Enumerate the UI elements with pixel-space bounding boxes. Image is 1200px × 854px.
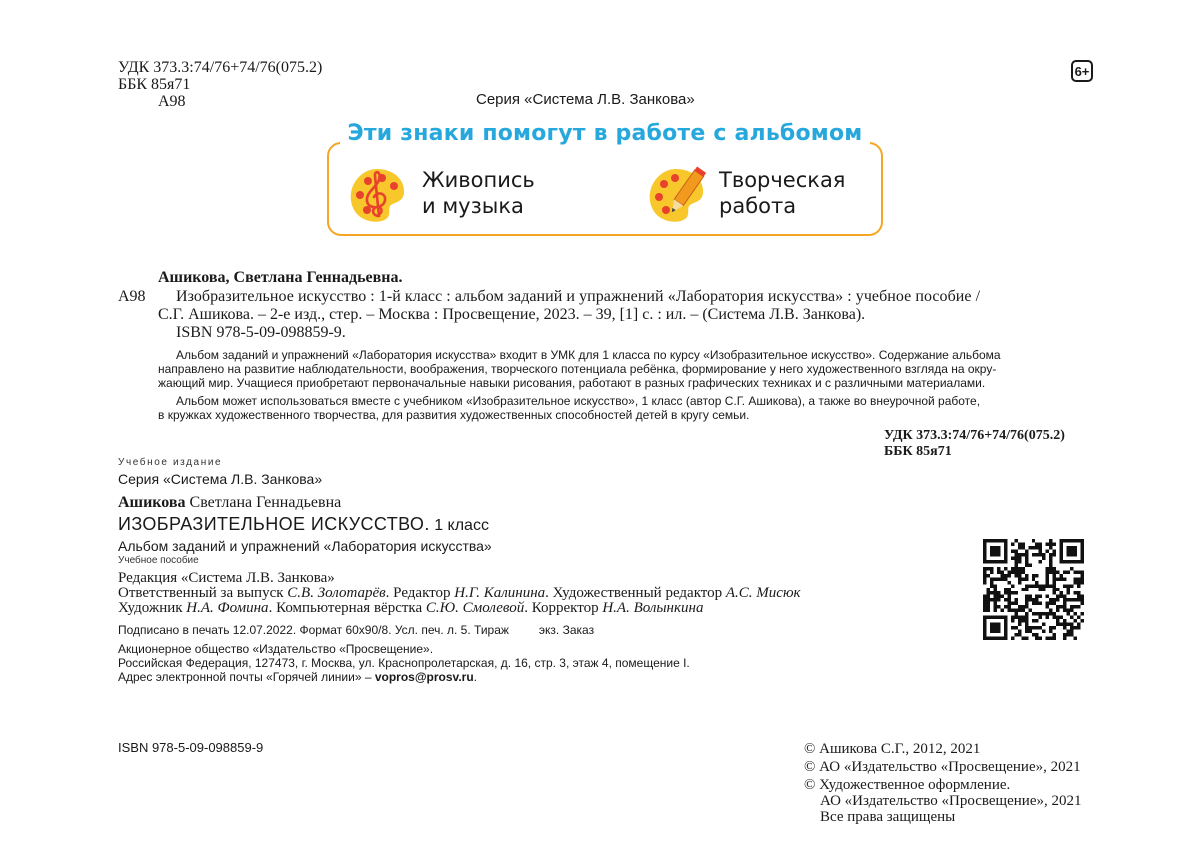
legend-item-2-line1: Творческая — [719, 168, 846, 192]
credits-label: . Корректор — [524, 600, 603, 616]
email-label: Адрес электронной почты «Горячей линии» – — [118, 670, 375, 684]
credits-person: С.Ю. Смолевой — [425, 600, 525, 616]
bib-code: А98 — [118, 288, 146, 305]
copyright-line-5: Все права защищены — [820, 809, 956, 825]
copyright-line-2: © АО «Издательство «Просвещение», 2021 — [804, 759, 1081, 775]
edition-type: Учебное издание — [118, 457, 223, 468]
print-info: Подписано в печать 12.07.2022. Формат 60x90/8. Усл. печ. л. 5. Тираж экз. Заказ — [118, 623, 595, 637]
credits-label: . Художественный редактор — [545, 585, 726, 601]
legend-item-2-line2: работа — [719, 194, 797, 218]
qr-code[interactable] — [983, 539, 1084, 640]
imprint-author-name: Светлана Геннадьевна — [189, 494, 342, 511]
bib-author: Ашикова, Светлана Геннадьевна. — [158, 269, 403, 286]
bib-line-1: Изобразительное искусство : 1-й класс : альбом заданий и упражнений «Лаборатория искусства» : учебное пособие / — [176, 288, 981, 305]
paint-dot — [671, 174, 679, 182]
imprint-title-line — [118, 514, 489, 535]
paint-dot — [662, 206, 670, 214]
pencil-palette-icon — [644, 162, 708, 226]
header-series: Серия «Система Л.В. Занкова» — [476, 91, 695, 108]
imprint-credits-2 — [118, 601, 703, 616]
imprint-editorial: Редакция «Система Л.В. Занкова» — [118, 570, 335, 586]
paint-dot — [364, 177, 372, 185]
email-link[interactable]: vopros@prosv.ru — [374, 670, 474, 684]
credits-person: С.В. Золотарёв — [287, 585, 386, 601]
header-udk: УДК 373.3:74/76+74/76(075.2) — [118, 59, 323, 76]
abstract-line-4: Альбом может использоваться вместе с учебником «Изобразительное искусство», 1 класс (автор С.Г. Ашикова), а также во внеурочной работе, — [176, 394, 981, 408]
credits-label: . Компьютерная вёрстка — [268, 600, 426, 616]
imprint-series: Серия «Система Л.В. Занкова» — [118, 471, 323, 487]
abstract-line-1: Альбом заданий и упражнений «Лаборатория искусства» входит в УМК для 1 класса по курсу «Изобразительное искусство». Содержание альбома — [176, 348, 1001, 362]
legend-title: Эти знаки помогут в работе с альбомом — [340, 121, 870, 146]
credits-label: . Редактор — [385, 585, 455, 601]
paint-dot — [655, 193, 663, 201]
email-end: . — [473, 670, 478, 684]
bib-bbk: ББК 85я71 — [884, 444, 952, 459]
legend-item-1-line1: Живопись — [422, 168, 535, 192]
imprint-doc-type: Учебное пособие — [118, 555, 199, 566]
credits-person: Н.А. Волынкина — [602, 600, 704, 616]
imprint-subtitle: Альбом заданий и упражнений «Лаборатория искусства» — [118, 538, 492, 554]
bib-line-2: С.Г. Ашикова. – 2-е изд., стер. – Москва : Просвещение, 2023. – 39, [1] с. : ил. – (Система Л.В. Занкова). — [158, 306, 866, 323]
abstract-line-3: жающий мир. Учащиеся приобретают первоначальные навыки рисования, работают в разных графических техниках и с различными материалами. — [158, 376, 986, 390]
publisher-address: Российская Федерация, 127473, г. Москва, ул. Краснопролетарская, д. 16, стр. 3, этаж 4, помещение I. — [118, 656, 690, 670]
copyright-line-1: © Ашикова С.Г., 2012, 2021 — [804, 741, 981, 757]
copyright-line-3: © Художественное оформление. — [804, 777, 1011, 793]
imprint-author — [118, 494, 341, 512]
publisher-name: Акционерное общество «Издательство «Просвещение». — [118, 642, 434, 656]
credits-person: Н.А. Фомина — [186, 600, 269, 616]
imprint-grade: 1 класс — [434, 517, 489, 534]
abstract-line-5: в кружках художественного творчества, для развития художественных способностей детей в кругу семьи. — [158, 408, 750, 422]
publisher-email-line — [118, 670, 477, 684]
bib-udk: УДК 373.3:74/76+74/76(075.2) — [884, 428, 1065, 443]
bib-isbn: ISBN 978-5-09-098859-9. — [176, 324, 346, 341]
credits-person: Н.Г. Калинина — [454, 585, 546, 601]
header-bbk: ББК 85я71 — [118, 76, 191, 93]
credits-label: Ответственный за выпуск — [118, 585, 288, 601]
imprint-title: ИЗОБРАЗИТЕЛЬНОЕ ИСКУССТВО. — [118, 514, 430, 534]
footer-isbn: ISBN 978-5-09-098859-9 — [118, 740, 264, 755]
copyright-line-4: АО «Издательство «Просвещение», 2021 — [820, 793, 1082, 809]
header-code: А98 — [158, 93, 186, 110]
abstract-line-2: направлено на развитие наблюдательности, воображения, творческого потенциала ребёнка, формирование у него художественного взгляда на окру- — [158, 362, 997, 376]
imprint-author-surname: Ашикова — [118, 494, 186, 511]
paint-dot — [660, 180, 668, 188]
legend-item-1-line2: и музыка — [422, 194, 524, 218]
paint-dot — [356, 191, 364, 199]
paint-dot — [390, 182, 398, 190]
credits-label: Художник — [118, 600, 187, 616]
age-rating-badge: 6+ — [1071, 60, 1093, 82]
credits-person: А.С. Мисюк — [725, 585, 801, 601]
music-palette-icon — [346, 164, 408, 226]
imprint-credits-1 — [118, 586, 801, 601]
